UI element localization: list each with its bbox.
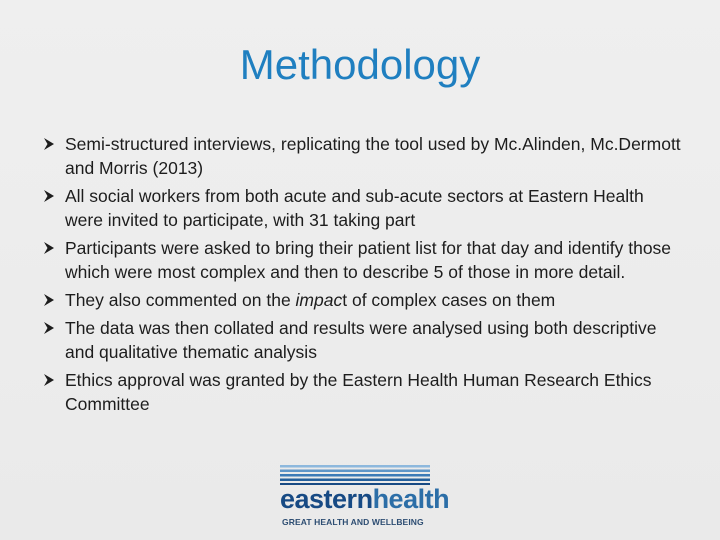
bullet-item [43,368,683,416]
slide-title: Methodology [239,41,481,88]
bullet-item [43,316,683,364]
bullet-item [43,132,683,180]
bullet-text-part-1: They also commented on the [65,290,296,310]
arrow-bullet-icon [43,321,55,335]
logo-stripes-icon [280,465,430,485]
bullet-text: The data was then collated and results were analysed using both descriptive and qualitative thematic analysis [65,318,657,362]
eastern-health-logo [280,465,450,533]
arrow-bullet-icon [43,373,55,387]
bullet-text: Semi-structured interviews, replicating the tool used by Mc.Alinden, Mc.Dermott and Morris (2013) [65,134,681,178]
bullet-text-part-3: t of complex cases on them [342,290,556,310]
bullet-text: Ethics approval was granted by the Eastern Health Human Research Ethics Committee [65,370,652,414]
bullet-item [43,236,683,284]
logo-wordmark-part-2: health [372,484,450,514]
bullet-list [43,132,683,420]
arrow-bullet-icon [43,241,55,255]
logo-wordmark [280,484,450,514]
logo-tagline: GREAT HEALTH AND WELLBEING [282,517,424,527]
logo-wordmark-part-1: eastern [280,484,373,514]
arrow-bullet-icon [43,293,55,307]
bullet-text: Participants were asked to bring their patient list for that day and identify those which were most complex and then to describe 5 of those in more detail. [65,238,672,282]
arrow-bullet-icon [43,137,55,151]
arrow-bullet-icon [43,189,55,203]
bullet-text-italic: impac [295,290,343,310]
bullet-text: All social workers from both acute and sub-acute sectors at Eastern Health were invited to participate, with 31 taking part [65,186,644,230]
bullet-item [43,288,683,312]
bullet-item [43,184,683,232]
